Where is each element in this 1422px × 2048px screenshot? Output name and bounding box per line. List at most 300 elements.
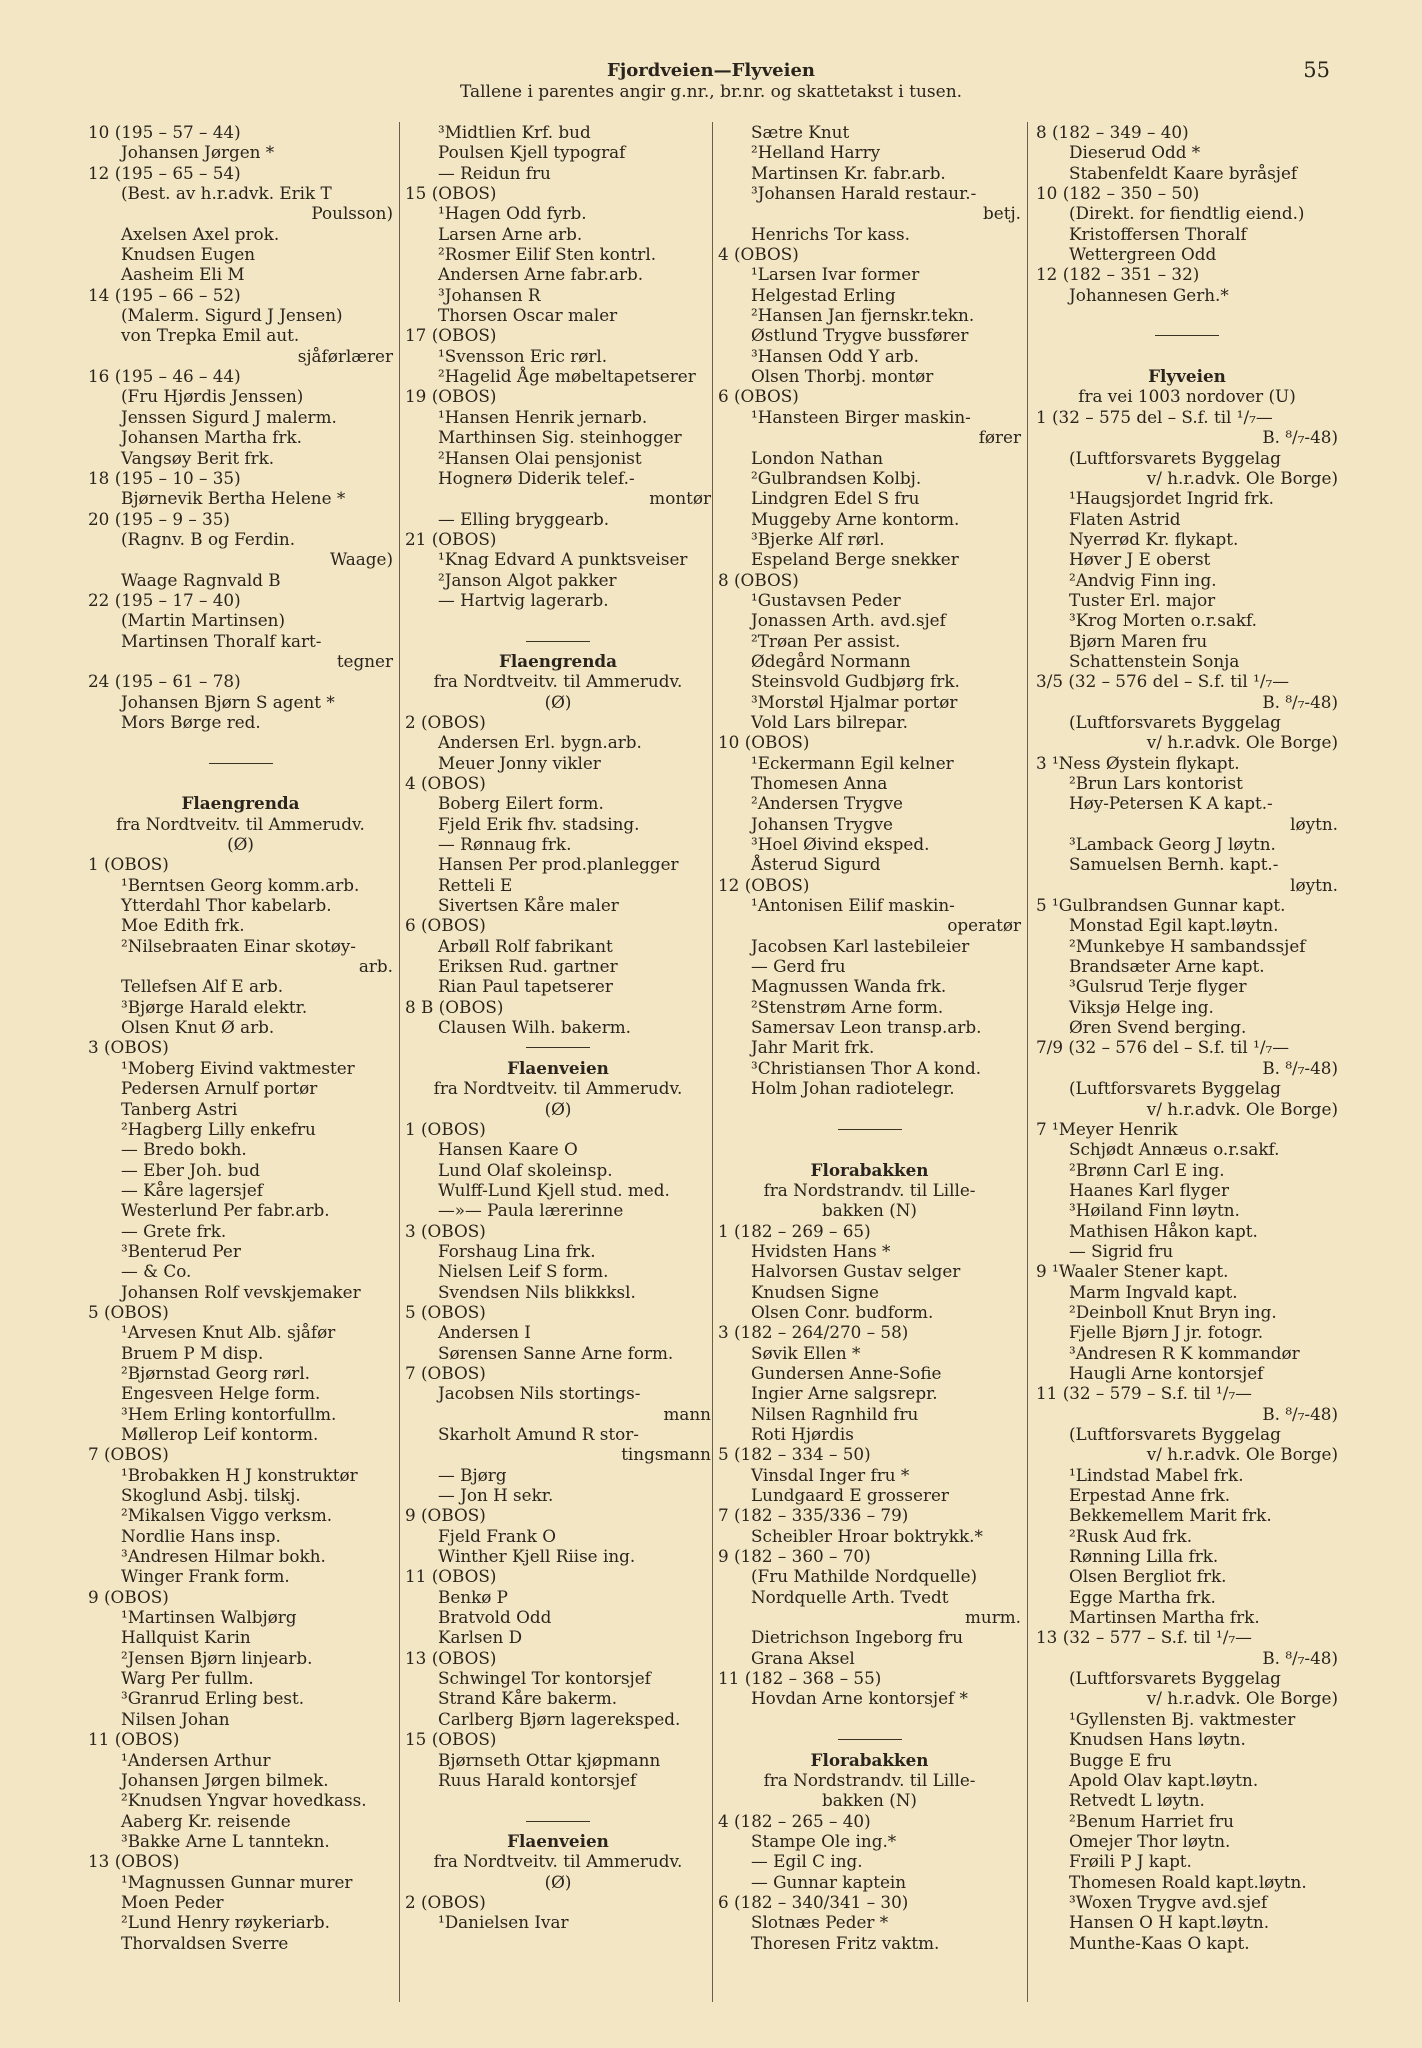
entry-number-line: 9 (OBOS)	[405, 1505, 486, 1526]
entry-line: ³Lamback Georg J løytn.	[1069, 834, 1276, 855]
entry-line: Forshaug Lina frk.	[438, 1240, 596, 1261]
entry-line: Halvorsen Gustav selger	[751, 1261, 961, 1282]
entry-line: Clausen Wilh. bakerm.	[438, 1017, 631, 1038]
entry-line: ²Deinboll Knut Bryn ing.	[1069, 1301, 1277, 1322]
entry-line: ²Bjørnstad Georg rørl.	[121, 1362, 311, 1383]
entry-line: Andersen I	[438, 1322, 531, 1343]
column-2	[405, 122, 711, 1933]
entry-line: ³Morstøl Hjalmar portør	[751, 691, 958, 712]
entry-line: Johansen Bjørn S agent *	[121, 691, 335, 712]
entry-line: ¹Knag Edvard A punktsveiser	[438, 549, 688, 570]
entry-line: Hansen Kaare O	[438, 1139, 578, 1160]
entry-line: Retteli E	[438, 874, 513, 895]
entry-line: Jacobsen Karl lastebileier	[751, 935, 970, 956]
entry-line: Moe Edith frk.	[121, 915, 245, 936]
entry-line: Viksjø Helge ing.	[1069, 996, 1214, 1017]
entry-line: Knudsen Signe	[751, 1281, 879, 1302]
entry-line: — Bjørg	[438, 1464, 507, 1485]
entry-number-line: 5 (OBOS)	[405, 1301, 486, 1322]
entry-continuation: v/ h.r.advk. Ole Borge)	[1146, 1688, 1338, 1709]
entry-line: Larsen Arne arb.	[438, 223, 583, 244]
entry-line: Wulff-Lund Kjell stud. med.	[438, 1179, 670, 1200]
entry-number-line: 13 (32 – 577 – S.f. til ¹/₇—	[1036, 1627, 1252, 1648]
entry-line: (Ragnv. B og Ferdin.	[121, 528, 296, 549]
entry-continuation: arb.	[358, 956, 393, 977]
entry-number-line: 11 (182 – 368 – 55)	[718, 1668, 882, 1689]
entry-line: ¹Gustavsen Peder	[751, 589, 901, 610]
entry-line: Haugli Arne kontorsjef	[1069, 1362, 1264, 1383]
entry-continuation: B. ⁸/₇-48)	[1262, 1647, 1338, 1668]
section-divider	[405, 1037, 711, 1057]
entry-line: Ødegård Normann	[751, 650, 911, 671]
entry-line: Kristoffersen Thoralf	[1069, 223, 1247, 244]
entry-line: — Grete frk.	[121, 1220, 227, 1241]
entry-line: Tuster Erl. major	[1069, 589, 1216, 610]
entry-line: (Luftforsvarets Byggelag	[1069, 447, 1281, 468]
entry-line: ¹Lindstad Mabel frk.	[1069, 1464, 1244, 1485]
entry-number-line: 7 ¹Meyer Henrik	[1036, 1118, 1178, 1139]
entry-number-line: 3 ¹Ness Øystein flykapt.	[1036, 752, 1240, 773]
entry-line: — Bredo bokh.	[121, 1139, 247, 1160]
entry-line: Warg Per fullm.	[121, 1668, 254, 1689]
entry-line: Scheibler Hroar boktrykk.*	[751, 1525, 983, 1546]
entry-line: ³Johansen Harald restaur.-	[751, 183, 977, 204]
entry-line: ²Mikalsen Viggo verksm.	[121, 1505, 333, 1526]
entry-number-line: 20 (195 – 9 – 35)	[88, 508, 230, 529]
street-route: bakken (N)	[822, 1200, 917, 1221]
entry-continuation: fører	[978, 427, 1021, 448]
entry-line: ³Gulsrud Terje flyger	[1069, 976, 1247, 997]
entry-line: Magnussen Wanda frk.	[751, 976, 947, 997]
entry-number-line: 10 (195 – 57 – 44)	[88, 122, 241, 142]
entry-line: ¹Hansteen Birger maskin-	[751, 406, 971, 427]
entry-line: Engesveen Helge form.	[121, 1383, 321, 1404]
entry-number-line: 19 (OBOS)	[405, 386, 497, 407]
entry-line: Wettergreen Odd	[1069, 244, 1217, 265]
entry-continuation: v/ h.r.advk. Ole Borge)	[1146, 467, 1338, 488]
street-route: (Ø)	[544, 691, 572, 712]
entry-line: ²Gulbrandsen Kolbj.	[751, 467, 922, 488]
entry-number-line: 24 (195 – 61 – 78)	[88, 671, 241, 692]
entry-continuation: Waage)	[329, 549, 393, 570]
entry-line: ¹Martinsen Walbjørg	[121, 1607, 297, 1628]
entry-number-line: 11 (32 – 579 – S.f. til ¹/₇—	[1036, 1383, 1252, 1404]
entry-line: Nordlie Hans insp.	[121, 1525, 281, 1546]
street-route: bakken (N)	[822, 1790, 917, 1811]
entry-line: Johansen Trygve	[751, 813, 893, 834]
section-divider	[405, 631, 711, 651]
entry-line: Steinsvold Gudbjørg frk.	[751, 671, 960, 692]
entry-number-line: 6 (182 – 340/341 – 30)	[718, 1891, 909, 1912]
entry-line: ²Hansen Jan fjernskr.tekn.	[751, 305, 975, 326]
entry-continuation: løytn.	[1290, 874, 1338, 895]
section-divider	[718, 1729, 1021, 1749]
column-rule-3	[1027, 122, 1028, 2002]
entry-line: ²Brønn Carl E ing.	[1069, 1159, 1225, 1180]
entry-line: London Nathan	[751, 447, 884, 468]
entry-line: Bugge E fru	[1069, 1749, 1172, 1770]
entry-number-line: 9 ¹Waaler Stener kapt.	[1036, 1261, 1229, 1282]
entry-line: (Luftforsvarets Byggelag	[1069, 711, 1281, 732]
entry-line: — Jon H sekr.	[438, 1485, 554, 1506]
column-rule-1	[399, 122, 400, 2002]
entry-number-line: 5 (OBOS)	[88, 1301, 169, 1322]
entry-line: ²Trøan Per assist.	[751, 630, 901, 651]
spacer	[88, 732, 393, 752]
entry-line: — Eber Joh. bud	[121, 1159, 260, 1180]
entry-line: Stampe Ole ing.*	[751, 1830, 897, 1851]
entry-continuation: Poulsson)	[311, 203, 393, 224]
entry-line: ²Nilsebraaten Einar skotøy-	[121, 935, 356, 956]
entry-line: Omejer Thor løytn.	[1069, 1830, 1231, 1851]
entry-line: Møllerop Leif kontorm.	[121, 1424, 319, 1444]
entry-line: ²Hagelid Åge møbeltapetserer	[438, 366, 696, 387]
entry-line: ²Benum Harriet fru	[1069, 1810, 1234, 1831]
spacer	[718, 1139, 1021, 1159]
entry-line: Skarholt Amund R stor-	[438, 1424, 639, 1444]
entry-line: ¹Berntsen Georg komm.arb.	[121, 874, 360, 895]
entry-line: ¹Hagen Odd fyrb.	[438, 203, 587, 224]
entry-line: ¹Danielsen Ivar	[438, 1912, 569, 1933]
entry-continuation: v/ h.r.advk. Ole Borge)	[1146, 732, 1338, 753]
section-divider	[718, 1119, 1021, 1139]
entry-line: — Gunnar kaptein	[751, 1871, 907, 1892]
entry-line: Schwingel Tor kontorsjef	[438, 1668, 651, 1689]
street-route: fra Nordtveitv. til Ammerudv.	[433, 1851, 683, 1872]
entry-line: Jenssen Sigurd J malerm.	[121, 406, 337, 427]
entry-line: Bekkemellem Marit frk.	[1069, 1505, 1272, 1526]
entry-line: Munthe-Kaas O kapt.	[1069, 1932, 1250, 1953]
entry-line: ²Rusk Aud frk.	[1069, 1525, 1193, 1546]
entry-number-line: 13 (OBOS)	[405, 1647, 497, 1668]
entry-number-line: 1 (OBOS)	[88, 854, 169, 875]
entry-line: Grana Aksel	[751, 1647, 855, 1668]
entry-number-line: 3 (OBOS)	[405, 1220, 486, 1241]
entry-line: von Trepka Emil aut.	[121, 325, 300, 346]
entry-number-line: 18 (195 – 10 – 35)	[88, 467, 241, 488]
entry-number-line: 9 (OBOS)	[88, 1586, 169, 1607]
entry-line: —»— Paula lærerinne	[438, 1200, 624, 1221]
entry-continuation: tegner	[336, 650, 393, 671]
entry-line: Boberg Eilert form.	[438, 793, 604, 814]
entry-number-line: 17 (OBOS)	[405, 325, 497, 346]
entry-line: ²Knudsen Yngvar hovedkass.	[121, 1790, 367, 1811]
entry-line: Mathisen Håkon kapt.	[1069, 1220, 1258, 1241]
entry-line: Rian Paul tapetserer	[438, 976, 613, 997]
entry-line: — & Co.	[121, 1261, 192, 1282]
entry-line: ³Bakke Arne L tanntekn.	[121, 1830, 330, 1851]
entry-line: ¹Arvesen Knut Alb. sjåfør	[121, 1322, 336, 1343]
entry-line: Westerlund Per fabr.arb.	[121, 1200, 330, 1221]
street-heading: Flaenveien	[507, 1057, 609, 1078]
entry-line: Samuelsen Bernh. kapt.-	[1069, 854, 1279, 875]
entry-line: ¹Svensson Eric rørl.	[438, 345, 608, 366]
entry-line: Fjeld Erik fhv. stadsing.	[438, 813, 640, 834]
street-route: fra Nordstrandv. til Lille-	[763, 1769, 976, 1790]
entry-line: Eriksen Rud. gartner	[438, 956, 618, 977]
entry-line: Arbøll Rolf fabrikant	[438, 935, 613, 956]
entry-continuation: operatør	[947, 915, 1021, 936]
entry-line: Bjørn Maren fru	[1069, 630, 1208, 651]
entry-line: Erpestad Anne frk.	[1069, 1485, 1231, 1506]
entry-number-line: 11 (OBOS)	[88, 1729, 180, 1750]
street-route: (Ø)	[544, 1871, 572, 1892]
entry-line: Haanes Karl flyger	[1069, 1179, 1229, 1200]
entry-line: ²Hagberg Lilly enkefru	[121, 1118, 316, 1139]
section-divider	[1036, 325, 1338, 345]
entry-line: Bjørnevik Bertha Helene *	[121, 488, 346, 509]
entry-line: ²Rosmer Eilif Sten kontrl.	[438, 244, 657, 265]
entry-line: Meuer Jonny vikler	[438, 752, 601, 773]
street-heading: Florabakken	[810, 1159, 929, 1180]
entry-line: Lundgaard E grosserer	[751, 1485, 949, 1506]
entry-line: Thomesen Anna	[751, 773, 888, 793]
entry-line: ³Midtlien Krf. bud	[438, 122, 591, 142]
entry-number-line: 10 (OBOS)	[718, 732, 810, 753]
entry-line: Olsen Knut Ø arb.	[121, 1017, 275, 1038]
entry-line: Sætre Knut	[751, 122, 850, 142]
entry-line: Vinsdal Inger fru *	[751, 1464, 910, 1485]
entry-line: Hvidsten Hans *	[751, 1240, 891, 1261]
entry-line: Roti Hjørdis	[751, 1424, 854, 1444]
entry-line: ²Munkebye H sambandssjef	[1069, 935, 1306, 956]
spacer	[718, 1099, 1021, 1119]
entry-line: Aaberg Kr. reisende	[121, 1810, 291, 1831]
entry-line: Winger Frank form.	[121, 1566, 290, 1587]
entry-line: Nielsen Leif S form.	[438, 1261, 609, 1282]
street-route: fra vei 1003 nordover (U)	[1078, 386, 1296, 407]
entry-line: Moen Peder	[121, 1891, 224, 1912]
entry-continuation: løytn.	[1290, 813, 1338, 834]
street-route: fra Nordtveitv. til Ammerudv.	[433, 1078, 683, 1099]
entry-number-line: 12 (OBOS)	[718, 874, 810, 895]
entry-line: Brandsæter Arne kapt.	[1069, 956, 1265, 977]
entry-continuation: B. ⁸/₇-48)	[1262, 1057, 1338, 1078]
entry-line: Nilsen Ragnhild fru	[751, 1403, 919, 1424]
entry-line: Nordquelle Arth. Tvedt	[751, 1586, 949, 1607]
entry-number-line: 3 (182 – 264/270 – 58)	[718, 1322, 909, 1343]
entry-line: ³Andresen R K kommandør	[1069, 1342, 1300, 1363]
entry-line: Apold Olav kapt.løytn.	[1069, 1769, 1259, 1790]
entry-line: ²Hansen Olai pensjonist	[438, 447, 642, 468]
entry-line: Andersen Arne fabr.arb.	[438, 264, 644, 285]
entry-line: Egge Martha frk.	[1069, 1586, 1216, 1607]
page-number: 55	[1303, 58, 1330, 82]
entry-line: (Luftforsvarets Byggelag	[1069, 1668, 1281, 1689]
entry-line: Høy-Petersen K A kapt.-	[1069, 793, 1273, 814]
entry-line: Helgestad Erling	[751, 284, 896, 305]
entry-line: ³Bjerke Alf rørl.	[751, 528, 885, 549]
entry-number-line: 22 (195 – 17 – 40)	[88, 589, 241, 610]
entry-line: ³Granrud Erling best.	[121, 1688, 305, 1709]
entry-line: Tanberg Astri	[121, 1098, 238, 1119]
entry-line: — Rønnaug frk.	[438, 834, 572, 855]
entry-line: Winther Kjell Riise ing.	[438, 1546, 636, 1567]
entry-line: ²Brun Lars kontorist	[1069, 773, 1243, 793]
entry-line: Schjødt Annæus o.r.sakf.	[1069, 1139, 1280, 1160]
entry-line: Skoglund Asbj. tilskj.	[121, 1485, 301, 1506]
entry-line: Strand Kåre bakerm.	[438, 1688, 618, 1709]
spacer	[1036, 305, 1338, 325]
entry-line: — Elling bryggearb.	[438, 508, 610, 529]
entry-number-line: 4 (182 – 265 – 40)	[718, 1810, 871, 1831]
entry-line: (Luftforsvarets Byggelag	[1069, 1078, 1281, 1099]
entry-line: — Reidun fru	[438, 162, 551, 183]
entry-line: Dietrichson Ingeborg fru	[751, 1627, 964, 1648]
entry-line: (Malerm. Sigurd J Jensen)	[121, 305, 343, 326]
entry-number-line: 1 (182 – 269 – 65)	[718, 1220, 871, 1241]
entry-line: Søvik Ellen *	[751, 1342, 861, 1363]
entry-continuation: B. ⁸/₇-48)	[1262, 691, 1338, 712]
entry-line: ³Christiansen Thor A kond.	[751, 1057, 982, 1078]
entry-line: Høver J E oberst	[1069, 549, 1211, 570]
page-header	[0, 60, 1422, 110]
entry-number-line: 4 (OBOS)	[405, 773, 486, 793]
entry-number-line: 8 (OBOS)	[718, 569, 799, 590]
entry-line: Mors Børge red.	[121, 711, 261, 732]
spacer	[88, 773, 393, 793]
entry-line: Schattenstein Sonja	[1069, 650, 1240, 671]
entry-line: Østlund Trygve bussfører	[751, 325, 969, 346]
entry-number-line: 7 (182 – 335/336 – 79)	[718, 1505, 909, 1526]
entry-number-line: 9 (182 – 360 – 70)	[718, 1546, 871, 1567]
entry-number-line: 2 (OBOS)	[405, 1891, 486, 1912]
entry-line: Thorvaldsen Sverre	[121, 1932, 289, 1953]
entry-line: Pedersen Arnulf portør	[121, 1078, 318, 1099]
entry-line: ¹Moberg Eivind vaktmester	[121, 1057, 355, 1078]
entry-line: Marm Ingvald kapt.	[1069, 1281, 1238, 1302]
entry-line: ³Andresen Hilmar bokh.	[121, 1546, 326, 1567]
entry-line: (Martin Martinsen)	[121, 610, 286, 631]
entry-line: Åsterud Sigurd	[751, 854, 881, 875]
entry-line: Henrichs Tor kass.	[751, 223, 910, 244]
entry-line: Slotnæs Peder *	[751, 1912, 889, 1933]
entry-line: Benkø P	[438, 1586, 508, 1607]
entry-number-line: 14 (195 – 66 – 52)	[88, 284, 241, 305]
entry-line: Øren Svend berging.	[1069, 1017, 1247, 1038]
entry-line: Jacobsen Nils stortings-	[438, 1383, 641, 1404]
entry-line: Waage Ragnvald B	[121, 569, 281, 590]
entry-line: Bruem P M disp.	[121, 1342, 264, 1363]
entry-line: ²Stenstrøm Arne form.	[751, 996, 944, 1017]
entry-continuation: v/ h.r.advk. Ole Borge)	[1146, 1444, 1338, 1465]
entry-line: Thomesen Roald kapt.løytn.	[1069, 1871, 1307, 1892]
entry-line: Johansen Martha frk.	[121, 427, 302, 448]
entry-continuation: betj.	[983, 203, 1021, 224]
entry-line: ³Woxen Trygve avd.sjef	[1069, 1891, 1268, 1912]
entry-line: Gundersen Anne-Sofie	[751, 1362, 942, 1383]
entry-line: ³Krog Morten o.r.sakf.	[1069, 610, 1257, 631]
entry-line: Retvedt L løytn.	[1069, 1790, 1205, 1811]
entry-line: Samersav Leon transp.arb.	[751, 1017, 982, 1038]
entry-number-line: 21 (OBOS)	[405, 528, 497, 549]
entry-line: — Sigrid fru	[1069, 1240, 1174, 1261]
entry-line: (Best. av h.r.advk. Erik T	[121, 183, 332, 204]
entry-line: — Hartvig lagerarb.	[438, 589, 609, 610]
entry-line: Hovdan Arne kontorsjef *	[751, 1688, 968, 1709]
entry-continuation: mann	[663, 1403, 711, 1424]
entry-line: Monstad Egil kapt.løytn.	[1069, 915, 1279, 936]
entry-line: Ytterdahl Thor kabelarb.	[121, 895, 332, 916]
entry-line: (Fru Hjørdis Jenssen)	[121, 386, 304, 407]
entry-line: Hansen O H kapt.løytn.	[1069, 1912, 1270, 1933]
entry-line: Espeland Berge snekker	[751, 549, 959, 570]
spacer	[1036, 346, 1338, 366]
entry-number-line: 3/5 (32 – 576 del – S.f. til ¹/₇—	[1036, 671, 1289, 692]
street-route: fra Nordtveitv. til Ammerudv.	[433, 671, 683, 692]
entry-line: Vangsøy Berit frk.	[121, 447, 275, 468]
entry-line: Jonassen Arth. avd.sjef	[751, 610, 946, 631]
entry-number-line: 16 (195 – 46 – 44)	[88, 366, 241, 387]
entry-line: ²Janson Algot pakker	[438, 569, 617, 590]
column-3	[718, 122, 1021, 1953]
entry-line: ²Helland Harry	[751, 142, 881, 163]
street-heading: Florabakken	[810, 1749, 929, 1770]
entry-line: — Kåre lagersjef	[121, 1179, 263, 1200]
entry-line: Bjørnseth Ottar kjøpmann	[438, 1749, 661, 1770]
section-divider	[88, 753, 393, 773]
entry-line: Holm Johan radiotelegr.	[751, 1078, 955, 1099]
entry-continuation: v/ h.r.advk. Ole Borge)	[1146, 1098, 1338, 1119]
entry-line: ³Johansen R	[438, 284, 541, 305]
entry-line: Nilsen Johan	[121, 1708, 230, 1729]
entry-number-line: 7 (OBOS)	[405, 1362, 486, 1383]
column-rule-2	[712, 122, 713, 2002]
entry-line: ¹Andersen Arthur	[121, 1749, 271, 1770]
street-route: fra Nordtveitv. til Ammerudv.	[116, 813, 365, 834]
entry-line: Dieserud Odd *	[1069, 142, 1201, 163]
entry-number-line: 10 (182 – 350 – 50)	[1036, 183, 1200, 204]
entry-number-line: 7 (OBOS)	[88, 1444, 169, 1465]
entry-number-line: 1 (OBOS)	[405, 1118, 486, 1139]
entry-number-line: 7/9 (32 – 576 del – S.f. til ¹/₇—	[1036, 1037, 1289, 1058]
entry-line: ³Hoel Øivind eksped.	[751, 834, 930, 855]
running-title: Fjordveien—Flyveien	[606, 60, 816, 81]
street-route: fra Nordstrandv. til Lille-	[763, 1179, 976, 1200]
entry-line: ¹Haugsjordet Ingrid frk.	[1069, 488, 1274, 509]
entry-line: ¹Brobakken H J konstruktør	[121, 1464, 358, 1485]
entry-line: Hognerø Diderik telef.-	[438, 467, 635, 488]
entry-line: Marthinsen Sig. steinhogger	[438, 427, 682, 448]
entry-line: Rønning Lilla frk.	[1069, 1546, 1219, 1567]
entry-line: Vold Lars bilrepar.	[751, 711, 908, 732]
entry-line: — Egil C ing.	[751, 1851, 863, 1872]
entry-line: Hansen Per prod.planlegger	[438, 854, 679, 875]
entry-number-line: 8 (182 – 349 – 40)	[1036, 122, 1189, 142]
entry-line: Stabenfeldt Kaare byråsjef	[1069, 162, 1298, 183]
entry-line: Olsen Bergliot frk.	[1069, 1566, 1227, 1587]
entry-line: ²Andvig Finn ing.	[1069, 569, 1217, 590]
entry-number-line: 3 (OBOS)	[88, 1037, 169, 1058]
entry-line: Lund Olaf skoleinsp.	[438, 1159, 613, 1180]
entry-continuation: B. ⁸/₇-48)	[1262, 427, 1338, 448]
entry-line: Nyerrød Kr. flykapt.	[1069, 528, 1239, 549]
entry-line: Frøili P J kapt.	[1069, 1851, 1192, 1872]
entry-line: Olsen Conr. budform.	[751, 1301, 934, 1322]
column-1	[88, 122, 393, 1953]
entry-line: Knudsen Hans løytn.	[1069, 1729, 1246, 1750]
entry-line: Muggeby Arne kontorm.	[751, 508, 960, 529]
spacer	[405, 1790, 711, 1810]
entry-line: ²Andersen Trygve	[751, 793, 903, 814]
entry-line: Sørensen Sanne Arne form.	[438, 1342, 674, 1363]
entry-line: Tellefsen Alf E arb.	[121, 976, 284, 997]
entry-line: (Luftforsvarets Byggelag	[1069, 1424, 1281, 1444]
entry-line: Martinsen Martha frk.	[1069, 1607, 1260, 1628]
entry-line: Flaten Astrid	[1069, 508, 1181, 529]
entry-line: Axelsen Axel prok.	[121, 223, 280, 244]
entry-line: (Fru Mathilde Nordquelle)	[751, 1566, 978, 1587]
